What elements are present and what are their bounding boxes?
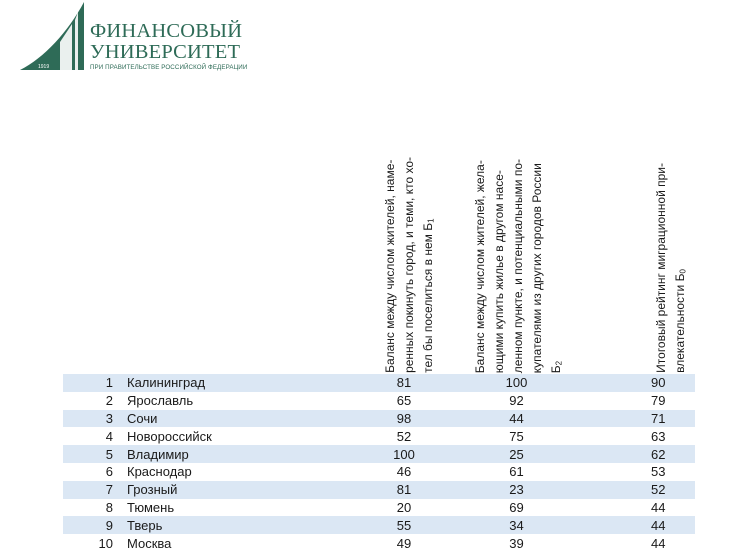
logo-title (90, 21, 242, 63)
b0-cell: 79 (651, 393, 666, 409)
city-cell: Грозный (127, 481, 364, 499)
table-row (63, 427, 695, 445)
logo-line-2: УНИВЕРСИТЕТ (90, 41, 241, 63)
city-cell: Тверь (127, 516, 364, 534)
logo-year: 1919 (38, 64, 50, 70)
column-header-b1: Баланс между числом жителей, наме- ренных покинуть город, и теми, кто хо- тел бы поселиться в нем $Б_1$ (383, 157, 436, 373)
b0-cell: 44 (651, 535, 666, 551)
table-row (63, 392, 695, 410)
university-logo (18, 2, 248, 76)
city-cell: Тюмень (127, 499, 175, 515)
rank-cell: 7 (63, 481, 127, 499)
b0-cell: 62 (589, 445, 695, 463)
b2-cell: 44 (444, 410, 589, 428)
rank-cell: 4 (105, 428, 113, 444)
b2-cell: 23 (444, 481, 589, 499)
b1-cell: 98 (364, 410, 444, 428)
b1-cell: 46 (396, 464, 412, 480)
b1-cell: 65 (396, 393, 412, 409)
b0-cell: 52 (589, 481, 695, 499)
b1-cell: 55 (364, 516, 444, 534)
table-row (63, 516, 695, 534)
city-cell: Ярославль (127, 393, 194, 409)
b2-cell: 92 (509, 393, 524, 409)
table-row (63, 499, 695, 517)
table-row (63, 534, 695, 552)
column-header-b2: Баланс между числом жителей, жела- ющими купить жилье в другом насе- ленном пункте, и потенциальными по- купателями из других городов России $Б_2$ (473, 158, 564, 373)
b2-cell: 25 (444, 445, 589, 463)
b0-cell: 44 (589, 516, 695, 534)
rating-table (63, 374, 695, 552)
rank-cell: 1 (63, 374, 127, 392)
rank-cell: 2 (105, 393, 113, 409)
b1-cell: 52 (396, 428, 412, 444)
table-row (63, 463, 695, 481)
logo-subtitle: ПРИ ПРАВИТЕЛЬСТВЕ РОССИЙСКОЙ ФЕДЕРАЦИИ (90, 64, 248, 71)
b2-cell: 75 (509, 428, 524, 444)
rank-cell: 10 (98, 535, 113, 551)
logo-emblem-icon (18, 2, 90, 76)
table-row (63, 481, 695, 499)
b2-cell: 69 (509, 499, 524, 515)
b2-cell: 39 (509, 535, 524, 551)
b0-cell: 53 (651, 464, 666, 480)
b0-cell: 71 (589, 410, 695, 428)
city-cell: Владимир (127, 445, 364, 463)
rank-cell: 3 (63, 410, 127, 428)
b0-cell: 90 (589, 374, 695, 392)
city-cell: Новороссийск (127, 428, 212, 444)
b2-cell: 34 (444, 516, 589, 534)
b1-cell: 20 (396, 499, 412, 515)
rank-cell: 8 (105, 499, 113, 515)
logo-line-1: ФИНАНСОВЫЙ (90, 20, 243, 42)
b1-cell: 100 (364, 445, 444, 463)
b2-cell: 61 (509, 464, 524, 480)
city-cell: Краснодар (127, 464, 192, 480)
table-row (63, 410, 695, 428)
rank-cell: 9 (63, 516, 127, 534)
b0-cell: 44 (651, 499, 666, 515)
city-cell: Калининград (127, 374, 364, 392)
b1-cell: 49 (396, 535, 412, 551)
b1-cell: 81 (364, 374, 444, 392)
city-cell: Сочи (127, 410, 364, 428)
rank-cell: 6 (105, 464, 113, 480)
b1-cell: 81 (364, 481, 444, 499)
table-row (63, 445, 695, 463)
rank-cell: 5 (63, 445, 127, 463)
b0-cell: 63 (651, 428, 666, 444)
city-cell: Москва (127, 535, 172, 551)
table-row (63, 374, 695, 392)
b2-cell: 100 (444, 374, 589, 392)
column-header-b0: Итоговый рейтинг миграционной при- влекательности $Б_0$ (654, 163, 688, 373)
